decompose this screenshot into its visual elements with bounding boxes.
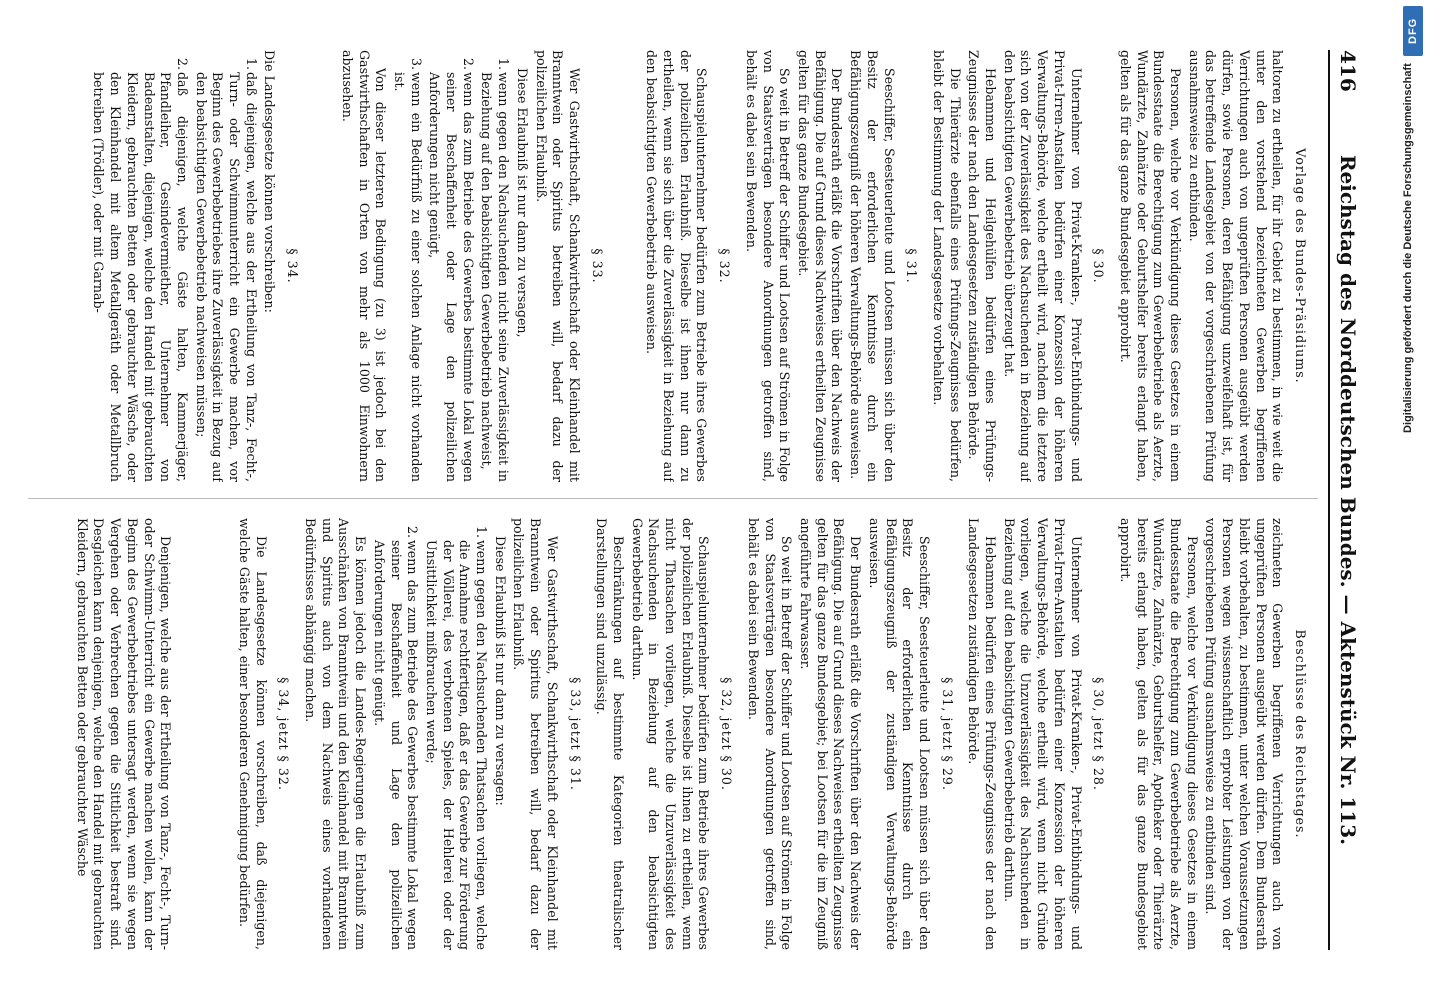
paragraph: Schauspielunternehmer bedürfen zum Betriebe ihres Gewerbes der polizeilichen Erlaubniß. Dieselbe ist ihnen zu ertheilen, wenn nicht Thatsachen vorliegen, welche die Unzuverlässigkeit des Nachsuchenden in Beziehung auf den beabsichtigten Gewerbebetrieb darthun. [629, 518, 712, 950]
list-item: 3.wenn ein Bedürfniß zu einer solchen Anlage nicht vorhanden ist. [391, 58, 424, 482]
paragraph: haltoren zu ertheilen, für ihr Gebiet zu bestimmen, in wie weit die unter den vorstehend bezeichneten Gewerben begriffenen Verrichtungen auch von ungeprüften Personen ausgeübt werden dürfen, sowie Personen, deren Befähigung unzweifelhaft ist, für das betreffende Landesgebiet von der vorgeschriebenen Prüfung ausnahmsweise zu entbinden. [1186, 50, 1286, 482]
paragraph: Hebammen bedürfen eines Prüfungs-Zeugnisses der nach den Landesgesetzen zuständigen Behörde. [966, 518, 999, 950]
paragraph: Personen, welche vor Verkündigung dieses Gesetzes in einem Bundesstaate die Berechtigung zum Gewerbebetriebe als Aerzte, Wundärzte, Zahnärzte, Geburtshelfer, Apotheker oder Thierärzte bereits erlangt haben, gelten als für das ganze Bundesgebiet approbirt. [1117, 518, 1200, 950]
list-item: 2.daß diejenigen, welche Gäste halten, Kammerjäger, Pfandleiher, Gesindevermiether, Unternehmer von Badeanstalten, diejenigen, welche den Handel mit gebrauchten Kleidern, gebrauchten Betten oder gebrauchter Wäsche, oder den Kleinhandel mit altem Metallgeräth oder Metallbruch betreiben (Trödler), oder mit Garnab- [91, 58, 190, 482]
left-column-heading: Vorlage des Bundes-Präsidiums. [1293, 148, 1308, 384]
right-column [18, 518, 1318, 950]
paragraph: Beschränkungen auf bestimmte Kategorien theatralischer Darstellungen sind unzulässig. [594, 518, 626, 950]
paragraph: Seeschiffer, Seesteuerleute und Lootsen müssen sich über den Besitz der erforderlichen Kenntnisse durch ein Befähigungszeugniß der zuständigen Verwaltungs-Behörde ausweisen. [866, 518, 932, 950]
paragraph: Hebammen und Heilgehülfen bedürfen eines Prüfungs-Zeugnisses der nach den Landesgesetzen zuständigen Behörde. [966, 50, 999, 482]
list-item: 1.wenn gegen den Nachsuchenden nicht seine Zuverlässigkeit in Beziehung auf den beabsichtigten Gewerbebetrieb nachweist, [479, 58, 512, 482]
paragraph: Von dieser letzteren Bedingung (zu 3) ist jedoch bei den Gastwirthschaften in Orten von mehr als 1000 Einwohnern abzusehen. [339, 50, 389, 482]
section-heading: § 30. [1091, 248, 1107, 284]
list-item: 1.daß diejenigen, welche aus der Ertheilung von Tanz-, Fecht-, Turn- oder Schwimmunterricht ein Gewerbe machen, vor Beginn des Gewerbebetriebes ihre Zuverlässigkeit in Bezug auf den beabsichtigten Gewerbebetrieb nachweisen müssen; [193, 58, 259, 482]
page-title: Reichstag des Norddeutschen Bundes. — Aktenstück Nr. 113. [1336, 154, 1360, 846]
paragraph: Diese Erlaubniß ist nur dann zu versagen: [492, 536, 508, 806]
credit-text: Digitalisierung gefördert durch die Deutsche Forschungsgemeinschaft [1402, 63, 1414, 433]
paragraph: Wer Gastwirthschaft, Schankwirthschaft oder Kleinhandel mit Branntwein oder Spiritus betreiben will, bedarf dazu der polizeilichen Erlaubniß. [533, 50, 582, 482]
paragraph: Schauspielunternehmer bedürfen zum Betriebe ihres Gewerbes der polizeilichen Erlaubniß. Dieselbe ist ihnen nur dann zu ertheilen, wenn sie sich über die Zuverlässigkeit in Beziehung auf den beabsichtigten Gewerbebetrieb ausweisen. [644, 50, 710, 482]
paragraph: Der Bundesrath erläßt die Vorschriften über den Nachweis der Befähigung. Die auf Grund dieses Nachweises ertheilten Zeugnisse gelten für das ganze Bundesgebiet; bei Lootsen für die im Zeugniß angeführte Fahrwasser. [798, 518, 864, 950]
right-column-heading: Beschlüsse des Reichstages. [1293, 629, 1308, 839]
paragraph: Personen, welche vor Verkündigung dieses Gesetzes in einem Bundesstaate die Berechtigung zum Gewerbebetriebe als Aerzte, Wundärzte, Zahnärzte oder Geburtshelfer bereits erlangt haben, gelten als für das ganze Bundesgebiet approbirt. [1117, 50, 1184, 482]
section-heading: § 33, jetzt § 31. [567, 677, 583, 791]
column-divider [28, 498, 1318, 499]
page-header [1328, 50, 1364, 950]
paragraph: So weit in Betreff der Schiffer und Lootsen auf Strömen in Folge von Staatsverträgen besondere Anordnungen getroffen sind, behält es dabei sein Bewenden. [745, 518, 795, 950]
section-heading: § 32. [717, 248, 733, 284]
paragraph: Die Landesgesetze können vorschreiben, daß diejenigen, welche Gäste halten, einer besonderen Genehmigung bedürfen. [236, 518, 269, 950]
paragraph: Wer Gastwirthschaft, Schankwirthschaft oder Kleinhandel mit Branntwein oder Spiritus betreiben will, bedarf dazu der polizeilichen Erlaubniß. [511, 518, 560, 950]
paragraph: zeichneten Gewerben begriffenen Verrichtungen auch von ungeprüften Personen ausgeübt werden dürfen. Dem Bundesrath bleibt vorbehalten, zu bestimmen, unter welchen Voraussetzungen Personen wegen wissenschaftlich erprobter Leistungen von der vorgeschriebenen Prüfung ausnahmsweise zu entbinden sind. [1203, 518, 1286, 950]
section-heading: § 34. [285, 248, 301, 284]
section-heading: § 34, jetzt § 32. [276, 677, 292, 791]
page-number: 416 [1336, 50, 1360, 92]
paragraph: Die Thierärzte ebenfalls eines Prüfungs-Zeugnisses bedürfen, bleibt der Bestimmung der Landesgesetze vorbehalten. [930, 50, 963, 482]
paragraph: So weit in Betreff der Schiffer und Lootsen auf Strömen in Folge von Staatsverträgen besondere Anordnungen getroffen sind, behält es dabei sein Bewenden. [743, 50, 793, 482]
left-column [18, 50, 1318, 482]
paragraph: Denjenigen, welche aus der Ertheilung von Tanz-, Fecht-, Turn- oder Schwimm-Unterricht ein Gewerbe machen wollen, kann der Beginn des Gewerbebetriebes untersagt werden, wenn sie wegen Vergehen oder Verbrechen gegen die Sittlichkeit bestraft sind. Desgleichen kann denjenigen, welche den Handel mit gebrauchten Kleidern, gebrauchten Betten oder gebrauchter Wäsche [74, 518, 174, 950]
paragraph: Unternehmer von Privat-Kranken-, Privat-Entbindungs- und Privat-Irren-Anstalten bedürfen einer Konzession der höheren Verwaltungs-Behörde, welche ertheilt wird, wenn nicht Gründe vorliegen, welche die Unzuverlässigkeit des Nachsuchenden in Beziehung auf den beabsichtigten Gewerbebetrieb darthun. [1001, 518, 1084, 950]
dfg-logo: DFG [1403, 6, 1423, 56]
paragraph: Die Landesgesetze können vorschreiben: [262, 50, 278, 313]
paragraph: Unternehmer von Privat-Kranken-, Privat-Entbindungs- und Privat-Irren-Anstalten bedürfen einer Konzession der höheren Verwaltungs-Behörde, welche ertheilt wird, nachdem die letztere sich von der Zuverlässigkeit des Nachsuchenden in Beziehung auf den beabsichtigten Gewerbebetrieb überzeugt hat. [1001, 50, 1084, 482]
digitization-credit [1398, 3, 1428, 997]
paragraph: Der Bundesrath erläßt die Vorschriften über den Nachweis der Befähigung. Die auf Grund dieses Nachweises ertheilten Zeugnisse gelten für das ganze Bundesgebiet. [796, 50, 845, 482]
document-page [0, 20, 1376, 980]
section-heading: § 31, jetzt § 29. [939, 677, 955, 791]
section-heading: § 33. [589, 248, 605, 284]
paragraph: Diese Erlaubniß ist nur dann zu versagen, [514, 68, 530, 338]
list-item: 2.wenn das zum Betriebe des Gewerbes bestimmte Lokal wegen seiner Beschaffenheit oder Lage den polizeilichen Anforderungen nicht genügt, [427, 58, 476, 482]
section-heading: § 31. [904, 248, 920, 284]
section-heading: § 32, jetzt § 30. [719, 677, 735, 791]
paragraph: Es können jedoch die Landes-Regierungen die Erlaubniß zum Ausschänken von Branntwein und den Kleinhandel mit Branntwein und Spiritus auch von dem Nachweis eines vorhandenen Bedürfnisses abhängig machen. [303, 518, 369, 950]
paragraph: Seeschiffer, Seesteuerleute und Lootsen müssen sich über den Besitz der erforderlichen Kenntnisse durch ein Befähigungszeugniß der höheren Verwaltungs-Behörde ausweisen. [848, 50, 897, 482]
list-item: 2.wenn das zum Betriebe des Gewerbes bestimmte Lokal wegen seiner Beschaffenheit und Lage den polizeilichen Anforderungen nicht genügt. [371, 526, 421, 950]
section-heading: § 30, jetzt § 28. [1091, 677, 1107, 791]
list-item: 1.wenn gegen den Nachsuchenden Thatsachen vorliegen, welche die Annahme rechtfertigen, daß er das Gewerbe zur Förderung der Völlerei, des verbotenen Spieles, der Hehlerei oder der Unsittlichkeit mißbrauchen werde; [423, 526, 490, 950]
